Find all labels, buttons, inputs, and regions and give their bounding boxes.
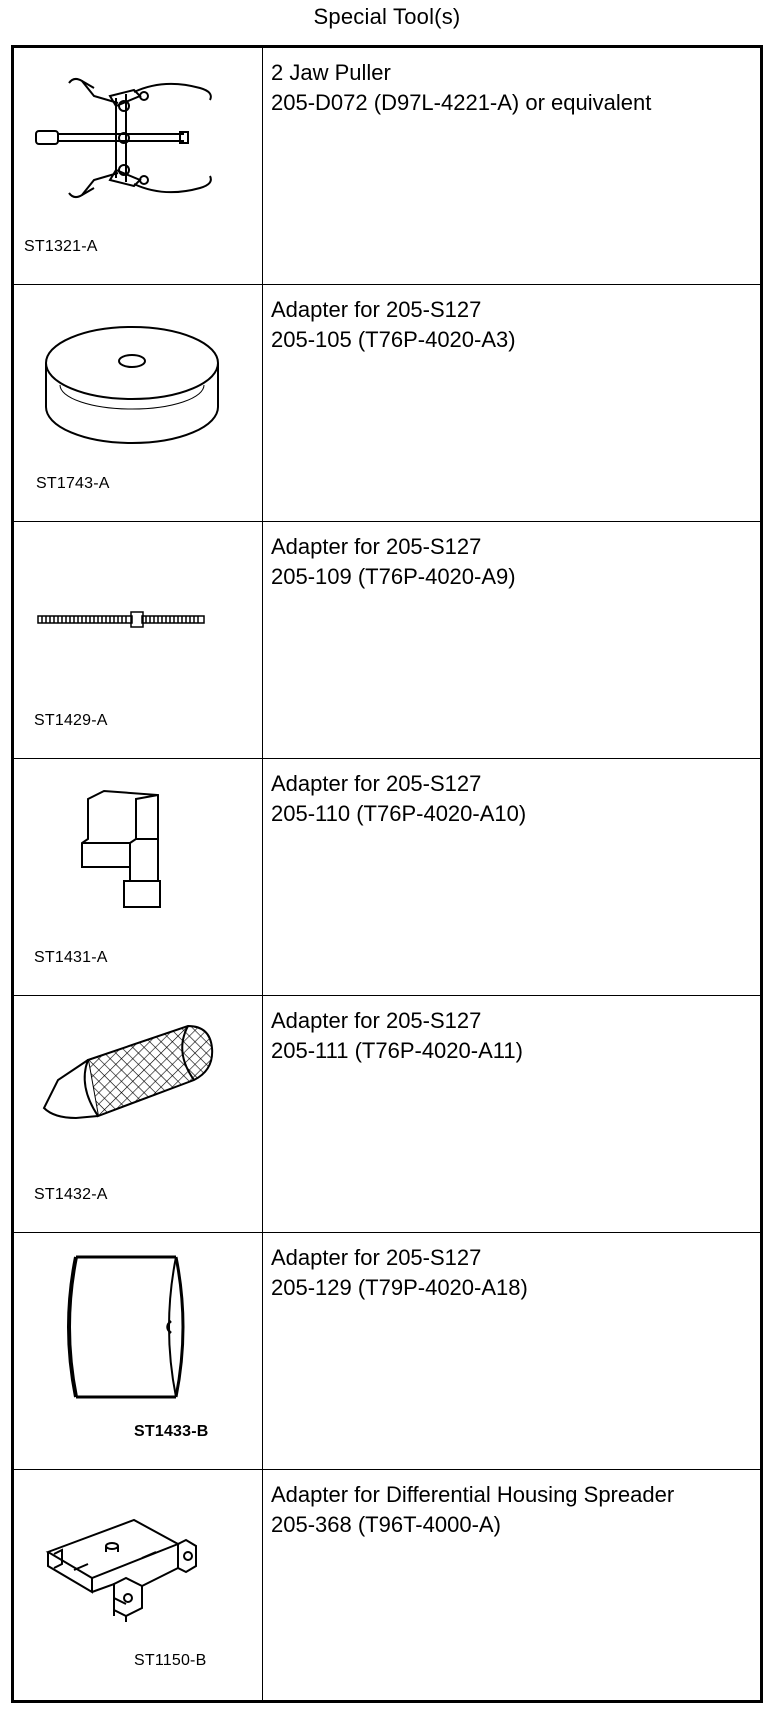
tool-row [14, 1233, 760, 1470]
tool-illustration-cell [14, 996, 263, 1232]
tool-part-number: 205-110 (T76P-4020-A10) [271, 801, 527, 826]
tool-row [14, 285, 760, 522]
tool-name: 2 Jaw Puller [271, 60, 391, 85]
tool-description [271, 1243, 751, 1303]
tool-description [271, 1006, 751, 1066]
tool-row [14, 522, 760, 759]
tool-description [271, 1480, 751, 1540]
tool-illustration-cell [14, 1233, 263, 1469]
tool-part-number: 205-D072 (D97L-4221-A) or equivalent [271, 90, 652, 115]
tool-row [14, 1470, 760, 1700]
tool-illustration-cell [14, 285, 263, 521]
tool-name: Adapter for 205-S127 [271, 1008, 482, 1033]
tool-illustration-cell [14, 759, 263, 995]
tool-row [14, 759, 760, 996]
tool-name: Adapter for 205-S127 [271, 1245, 482, 1270]
tool-part-number: 205-129 (T79P-4020-A18) [271, 1275, 528, 1300]
tool-part-number: 205-109 (T76P-4020-A9) [271, 564, 516, 589]
tool-illustration-cell [14, 1470, 263, 1700]
tool-row [14, 996, 760, 1233]
tool-illustration-cell [14, 522, 263, 758]
tool-name: Adapter for 205-S127 [271, 297, 482, 322]
tool-name: Adapter for Differential Housing Spreader [271, 1482, 675, 1507]
special-tools-table [11, 45, 763, 1703]
tool-code: ST1431-A [34, 949, 108, 966]
tool-illustration-cell [14, 48, 263, 284]
tool-name: Adapter for 205-S127 [271, 771, 482, 796]
tool-name: Adapter for 205-S127 [271, 534, 482, 559]
page-title: Special Tool(s) [313, 4, 461, 29]
tool-description [271, 58, 751, 118]
tool-description [271, 532, 751, 592]
tool-code: ST1429-A [34, 712, 108, 729]
tool-description [271, 295, 751, 355]
tool-row [14, 48, 760, 285]
tool-code: ST1321-A [24, 238, 98, 255]
tool-code: ST1433-B [134, 1423, 209, 1440]
tool-part-number: 205-105 (T76P-4020-A3) [271, 327, 516, 352]
tool-code: ST1150-B [134, 1652, 207, 1669]
tool-code: ST1743-A [36, 475, 110, 492]
tool-part-number: 205-111 (T76P-4020-A11) [271, 1038, 523, 1063]
tool-code: ST1432-A [34, 1186, 108, 1203]
tool-part-number: 205-368 (T96T-4000-A) [271, 1512, 501, 1537]
tool-description [271, 769, 751, 829]
